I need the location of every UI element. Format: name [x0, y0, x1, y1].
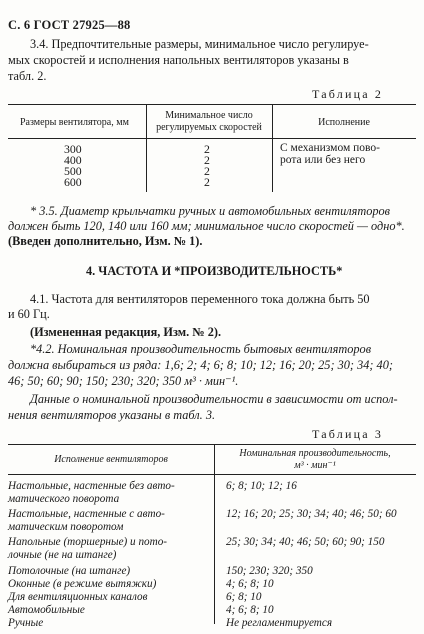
paragraph-4-1-line-2: и 60 Гц.	[8, 307, 50, 321]
paragraph-4-1-line-1: 4.1. Частота для вентиляторов переменного тока должна быть 50	[30, 292, 370, 306]
table-3-row-2-value: 12; 16; 20; 25; 30; 34; 40; 46; 50; 60	[226, 508, 397, 520]
table-2-size-300: 300	[64, 142, 82, 156]
paragraph-4-2-line-2: должна выбираться из ряда: 1,6; 2; 4; 6; 8; 10; 12; 16; 20; 25; 30; 34; 40;	[8, 358, 393, 372]
paragraph-3-4-line-1: 3.4. Предпочтительные размеры, минимальное число регулируе-	[30, 37, 369, 51]
table-3-row-3-value: 25; 30; 34; 40; 46; 50; 60; 90; 150	[226, 536, 385, 548]
paragraph-3-5-note: (Введен дополнительно, Изм. № 1).	[8, 234, 203, 248]
table-3-row-2-execution-line-1: Настольные, настенные с авто-	[8, 508, 165, 520]
table-3-top-rule	[8, 444, 416, 445]
table-3-row-4-execution: Потолочные (на штанге)	[8, 565, 131, 577]
paragraph-4-2-line-3: 46; 50; 60; 90; 150; 230; 320; 350 м³ · мин⁻¹.	[8, 374, 239, 388]
table-2-execution-line-2: рота или без него	[280, 154, 366, 166]
section-4-title: 4. ЧАСТОТА И *ПРОИЗВОДИТЕЛЬНОСТЬ*	[86, 264, 343, 278]
table-3-row-1-execution-line-2: матического поворота	[8, 493, 120, 505]
paragraph-3-4-line-2: мых скоростей и исполнения напольных вентиляторов указаны в	[8, 53, 349, 67]
table-3-row-3-execution-line-1: Напольные (торшерные) и пото-	[8, 536, 168, 548]
paragraph-3-5-line-2: должен быть 120, 140 или 160 мм; минимальное число скоростей — одно*.	[8, 219, 405, 233]
table-3-header-capacity-line-1: Номинальная производительность,	[239, 448, 391, 459]
table-2-header-speeds-line-1: Минимальное число	[165, 110, 253, 121]
table-2-top-rule	[8, 104, 416, 105]
table-2-speed-1: 2	[204, 142, 210, 156]
table-3-row-8-execution: Ручные	[8, 617, 44, 629]
paragraph-3-5-line-1: * 3.5. Диаметр крыльчатки ручных и автомобильных вентиляторов	[30, 204, 390, 218]
table-3-row-5-execution: Оконные (в режиме вытяжки)	[8, 578, 157, 590]
table-3-row-1-execution-line-1: Настольные, настенные без авто-	[8, 480, 175, 492]
table-3-header-capacity-line-2: м³ · мин⁻¹	[294, 460, 336, 471]
table-3-row-5-value: 4; 6; 8; 10	[226, 578, 274, 590]
table-3-row-6-value: 6; 8; 10	[226, 591, 262, 603]
table-2-caption: Таблица 2	[312, 87, 384, 101]
table-3-row-8-value: Не регламентируется	[226, 617, 333, 629]
table-2-size-400: 400	[64, 153, 82, 167]
table-2-speed-4: 2	[204, 175, 210, 189]
table-2-size-600: 600	[64, 175, 82, 189]
table-2-speed-2: 2	[204, 153, 210, 167]
paragraph-4-1-note: (Измененная редакция, Изм. № 2).	[30, 325, 222, 339]
table-3-row-7-value: 4; 6; 8; 10	[226, 604, 274, 616]
table-3-header-rule	[8, 474, 416, 475]
table-3-caption: Таблица 3	[312, 427, 384, 441]
table-2-header-rule	[8, 138, 416, 139]
paragraph-data-line-1: Данные о номинальной производительности в зависимости от испол-	[30, 392, 398, 406]
table-3-row-2-execution-line-2: матическим поворотом	[8, 521, 124, 533]
table-3-row-6-execution: Для вентиляционных каналов	[8, 591, 148, 603]
table-2-execution-line-1: С механизмом пово-	[280, 142, 380, 154]
table-3-row-7-execution: Автомобильные	[8, 604, 85, 616]
table-2-header-size: Размеры вентилятора, мм	[20, 117, 129, 128]
table-3-row-1-value: 6; 8; 10; 12; 16	[226, 480, 297, 492]
paragraph-3-4-line-3: табл. 2.	[8, 69, 47, 83]
paragraph-data-line-2: нения вентиляторов указаны в табл. 3.	[8, 408, 216, 422]
table-2-size-500: 500	[64, 164, 82, 178]
table-3-row-4-value: 150; 230; 320; 350	[226, 565, 313, 577]
page-header: С. 6 ГОСТ 27925—88	[8, 18, 131, 32]
table-3-header-execution: Исполнение вентиляторов	[54, 454, 168, 465]
table-2-speed-3: 2	[204, 164, 210, 178]
paragraph-4-2-line-1: *4.2. Номинальная производительность бытовых вентиляторов	[30, 342, 372, 356]
table-2-header-speeds-line-2: регулируемых скоростей	[156, 122, 262, 133]
table-2-header-execution: Исполнение	[318, 117, 370, 128]
table-3-row-3-execution-line-2: лочные (не на штанге)	[8, 549, 117, 561]
